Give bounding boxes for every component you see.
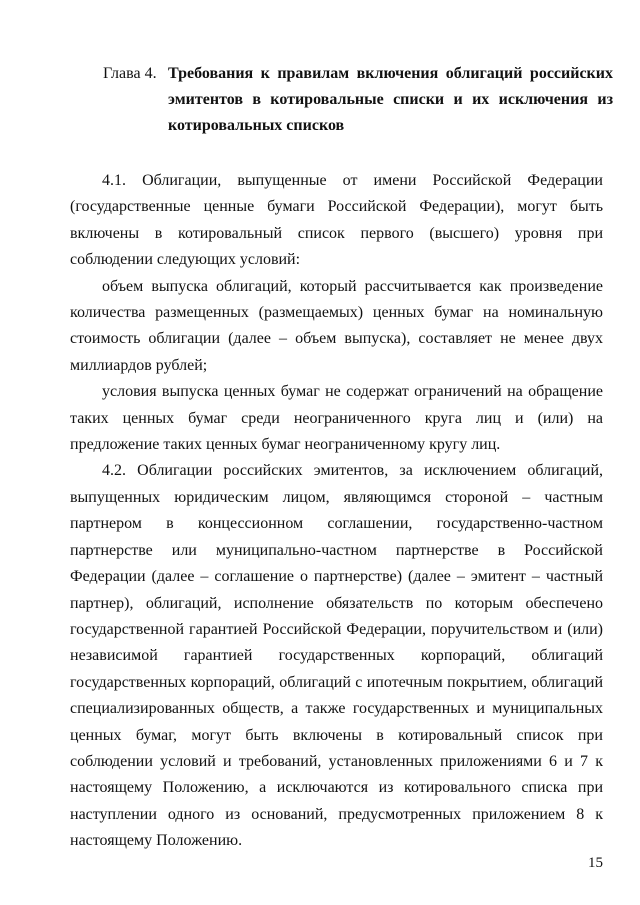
paragraph-4-2: 4.2. Облигации российских эмитентов, за исключением облигаций, выпущенных юридическим лицом, являющимся стороной – частным партнером в концессионном соглашении, государственно-частном партнерстве или муниципально-частном партнерстве в Российской Федерации (далее – соглашение о партнерстве) (далее – эмитент – частный партнер), облигаций, исполнение обязательств по которым обеспечено государственной гарантией Российской Федерации, поручительством и (или) независимой гарантией государственных корпораций, облигаций государственных корпораций, облигаций с ипотечным покрытием, облигаций специализированных обществ, а также государственных и муниципальных ценных бумаг, могут быть включены в котировальный список при соблюдении условий и требований, установленных приложениями 6 и 7 к настоящему Положению, а исключаются из котировального списка при наступлении одного из оснований, предусмотренных приложением 8 к настоящему Положению.	[70, 462, 603, 850]
paragraph-4-1: 4.1. Облигации, выпущенные от имени Российской Федерации (государственные ценные бумаги Российской Федерации), могут быть включены в котировальный список первого (высшего) уровня при соблюдении следующих условий:	[70, 172, 603, 269]
body-text	[70, 168, 603, 855]
page-number: 15	[588, 855, 603, 871]
paragraph-condition-volume: объем выпуска облигаций, который рассчитывается как произведение количества размещенных (размещаемых) ценных бумаг на номинальную стоимость облигации (далее – объем выпуска), составляет не менее двух миллиардов рублей;	[70, 277, 603, 374]
chapter-label: Глава 4.	[103, 65, 157, 82]
paragraph-condition-circulation: условия выпуска ценных бумаг не содержат ограничений на обращение таких ценных бумаг среди неограниченного круга лиц и (или) на предложение таких ценных бумаг неограниченному кругу лиц.	[70, 383, 603, 454]
chapter-heading	[103, 61, 613, 139]
chapter-title: Требования к правилам включения облигаций российских эмитентов в котировальные списки и их исключения из котировальных списков	[168, 65, 613, 134]
